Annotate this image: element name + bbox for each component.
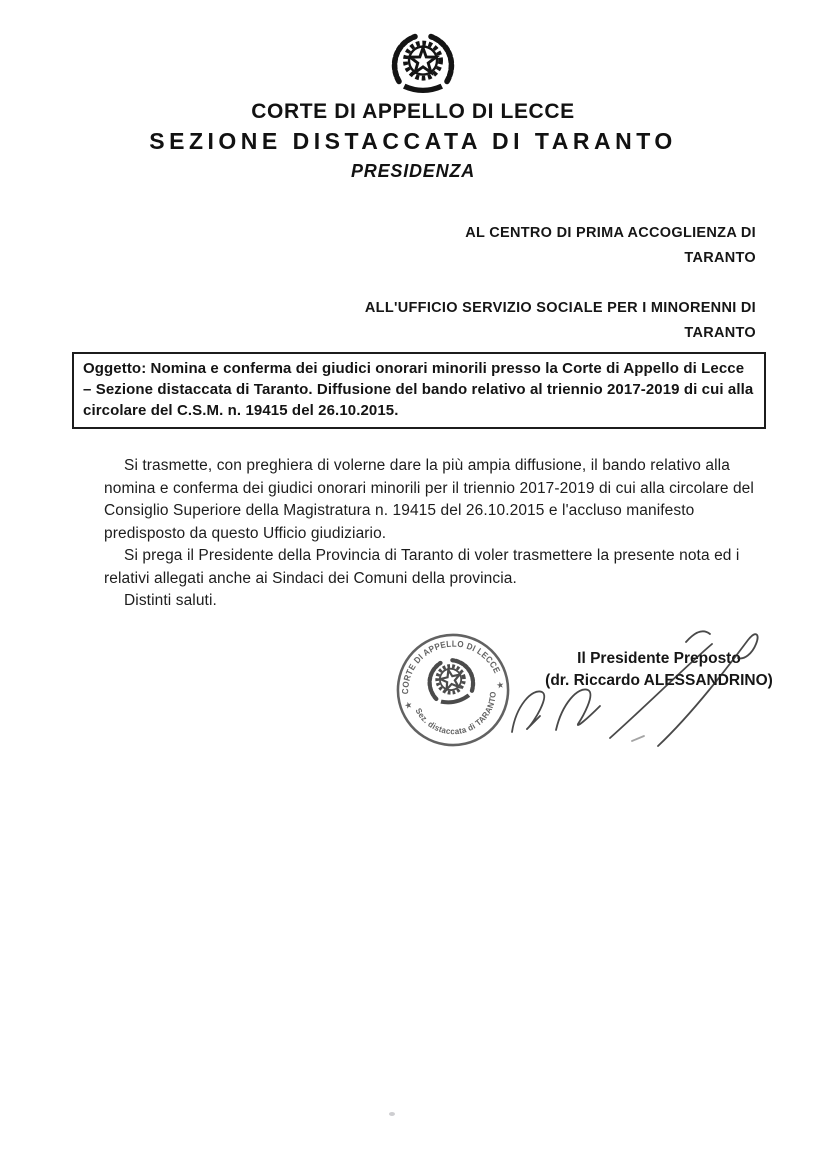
stamp-top-text: CORTE DI APPELLO DI LECCE (400, 638, 503, 695)
svg-text:Sez. distaccata di TARANTO (413, 689, 506, 745)
recipient-1-line-2: TARANTO (684, 250, 756, 266)
section-title: SEZIONE DISTACCATA DI TARANTO (149, 128, 677, 154)
court-title: CORTE DI APPELLO DI LECCE (251, 100, 575, 123)
recipient-2-line-2: TARANTO (684, 325, 756, 341)
stamp-bottom-text: Sez. distaccata di TARANTO (413, 690, 498, 737)
letter-body (104, 455, 767, 613)
closing-salutation: Distinti saluti. (124, 592, 217, 609)
signer-role: Il Presidente Preposto (577, 650, 741, 667)
body-paragraph-1: Si trasmette, con preghiera di volerne dare la più ampia diffusione, il bando relativo alla nomina e conferma dei giudici onorari minorili per il triennio 2017-2019 di cui alla circolare del Consiglio Superiore della Magistratura n. 19415 del 26.10.2015 e l'accluso manifesto predisposto da questo Ufficio giudiziario. (104, 457, 754, 542)
recipient-1-line-1: AL CENTRO DI PRIMA ACCOGLIENZA DI (465, 225, 756, 241)
round-office-stamp-icon (382, 619, 524, 761)
recipient-2-line-1: ALL'UFFICIO SERVIZIO SOCIALE PER I MINORENNI DI (364, 300, 756, 316)
office-title: PRESIDENZA (350, 161, 475, 181)
subject-box: Oggetto: Nomina e conferma dei giudici onorari minorili presso la Corte di Appello di Lecce – Sezione distaccata di Taranto. Diffusione del bando relativo al triennio 2017-2019 di cui alla circolare del C.S.M. n. 19415 del 26.10.2015. (72, 352, 766, 429)
stamp-star-left-icon: ★ (403, 701, 414, 710)
scan-artifact (389, 1112, 395, 1116)
recipient-block-1 (326, 221, 756, 271)
signature-block (545, 648, 773, 692)
stamp-star-right-icon: ★ (494, 679, 507, 691)
italian-republic-emblem-icon (383, 31, 463, 95)
signer-name: (dr. Riccardo ALESSANDRINO) (545, 672, 773, 689)
body-paragraph-2: Si prega il Presidente della Provincia di Taranto di voler trasmettere la presente nota ed i relativi allegati anche ai Sindaci dei Comuni della provincia. (104, 547, 740, 587)
recipients (326, 221, 756, 371)
recipient-block-2 (326, 296, 756, 346)
